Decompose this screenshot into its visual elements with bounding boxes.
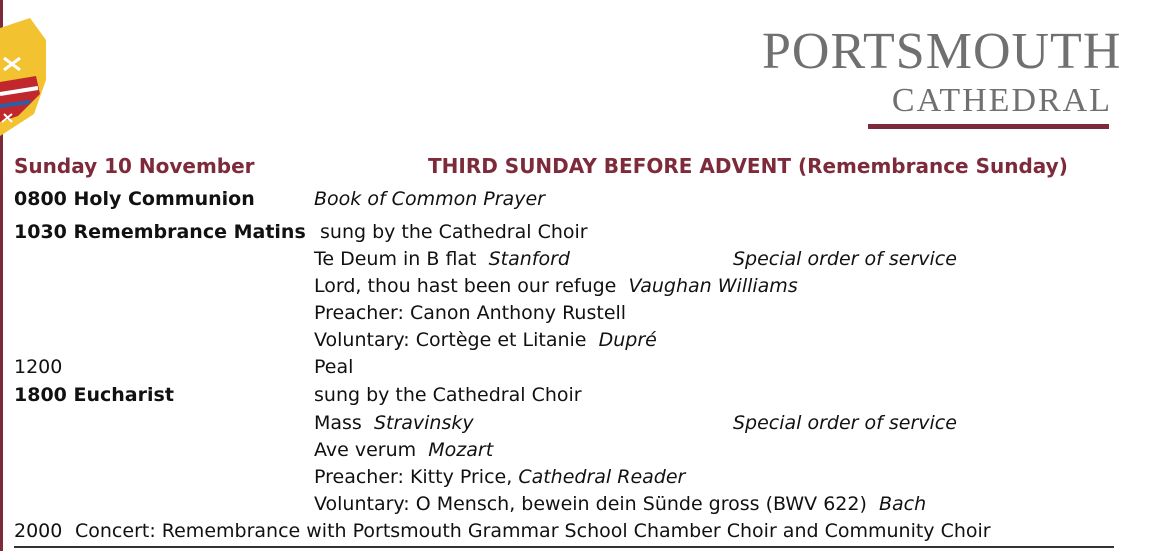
music-piece: Te Deum in B flat Stanford: [314, 248, 570, 270]
cathedral-logo-cathedral: CATHEDRAL: [891, 82, 1112, 119]
preacher: Preacher: Canon Anthony Rustell: [314, 302, 627, 324]
music-piece: Mass Stravinsky: [314, 412, 474, 434]
service-time-title: 1030 Remembrance Matins: [14, 221, 306, 243]
voluntary: Voluntary: O Mensch, bewein dein Sünde gross (BWV 622) Bach: [314, 493, 927, 515]
service-time-title: 0800 Holy Communion: [14, 188, 255, 210]
logo-underline: [868, 124, 1109, 129]
bottom-rule: [14, 546, 1114, 548]
service-note: Special order of service: [733, 412, 957, 434]
preacher: Preacher: Kitty Price, Cathedral Reader: [314, 466, 686, 488]
liturgical-occasion: THIRD SUNDAY BEFORE ADVENT (Remembrance Sunday): [428, 154, 1068, 178]
service-detail: sung by the Cathedral Choir: [320, 221, 588, 243]
music-piece: Ave verum Mozart: [314, 439, 494, 461]
music-piece: Lord, thou hast been our refuge Vaughan Williams: [314, 275, 798, 297]
service-time-title: 1800 Eucharist: [14, 384, 174, 406]
service-note: Special order of service: [733, 248, 957, 270]
cathedral-logo-portsmouth: PORTSMOUTH: [762, 23, 1122, 80]
service-detail: Peal: [314, 356, 354, 378]
service-time: 1200: [14, 356, 63, 378]
service-date: Sunday 10 November: [14, 154, 255, 178]
voluntary: Voluntary: Cortège et Litanie Dupré: [314, 329, 657, 351]
diocese-crest-logo: [0, 18, 52, 138]
service-detail: Concert: Remembrance with Portsmouth Grammar School Chamber Choir and Community Choir: [75, 520, 991, 542]
service-time: 2000: [14, 520, 63, 542]
service-detail: Book of Common Prayer: [314, 188, 545, 210]
service-detail: sung by the Cathedral Choir: [314, 384, 582, 406]
